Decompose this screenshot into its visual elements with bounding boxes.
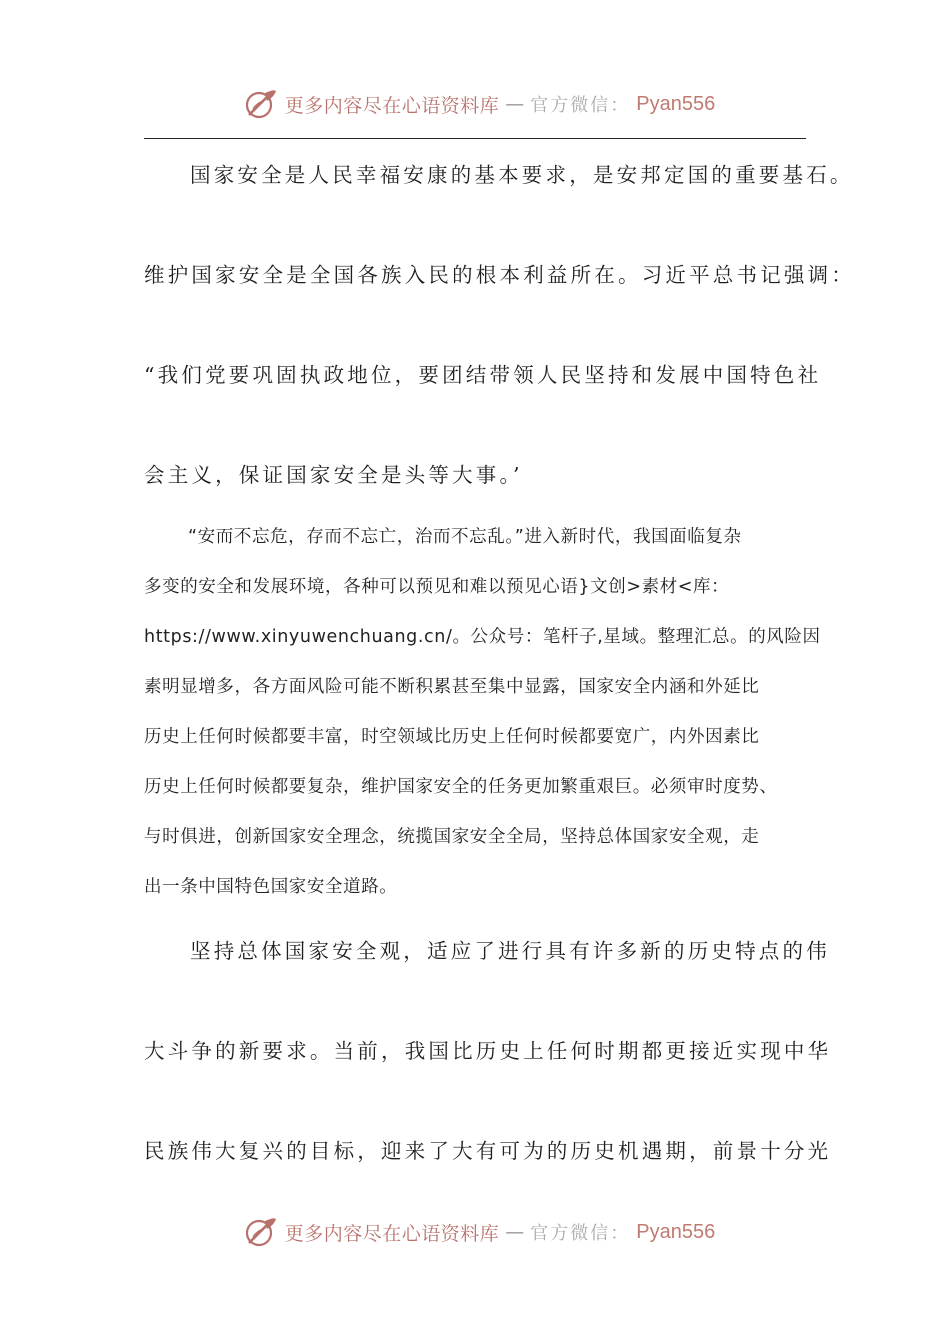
footer-library-text: 更多内容尽在心语资料库 <box>284 1222 500 1245</box>
paragraph-2-line-8: 出一条中国特色国家安全道路。 <box>144 877 398 897</box>
paragraph-1-line-4: 会主义，保证国家安全是头等大事。’ <box>144 463 523 487</box>
paragraph-2-line-3: https://www.xinyuwenchuang.cn/。公众号：笔杆子,星域。整理汇总。的风险因 <box>144 627 821 647</box>
paragraph-3-line-3: 民族伟大复兴的目标，迎来了大有可为的历史机遇期，前景十分光 <box>144 1139 832 1163</box>
footer-banner <box>0 1212 950 1252</box>
footer-banner-content <box>243 1215 715 1249</box>
paragraph-2-line-6: 历史上任何时候都要复杂，维护国家安全的任务更加繁重艰巨。必须审时度势、 <box>144 777 778 797</box>
footer-wechat-id: Pyan556 <box>636 1220 716 1243</box>
footer-dash: — <box>505 1221 525 1243</box>
paragraph-3-line-1: 坚持总体国家安全观，适应了进行具有许多新的历史特点的伟 <box>190 939 830 963</box>
header-wechat-label: 官方微信： <box>530 95 631 116</box>
header-library-text: 更多内容尽在心语资料库 <box>284 94 500 117</box>
header-banner-content <box>243 87 715 121</box>
quill-logo-icon <box>243 87 279 121</box>
header-divider <box>144 138 806 139</box>
paragraph-1-line-3: “我们党要巩固执政地位，要团结带领人民坚持和发展中国特色社 <box>144 363 822 387</box>
paragraph-2-line-2: 多变的安全和发展环境，各种可以预见和难以预见心语}文创>素材<库： <box>144 577 730 597</box>
header-wechat-id: Pyan556 <box>636 92 716 115</box>
paragraph-2-line-1: “安而不忘危，存而不忘亡，治而不忘乱。”进入新时代，我国面临复杂 <box>188 527 742 547</box>
paragraph-2-line-7: 与时俱进，创新国家安全理念，统揽国家安全全局，坚持总体国家安全观，走 <box>144 827 760 847</box>
footer-wechat-label: 官方微信： <box>530 1223 631 1244</box>
quill-logo-icon <box>243 1215 279 1249</box>
header-banner <box>0 84 950 124</box>
paragraph-2-line-4: 素明显增多，各方面风险可能不断积累甚至集中显露，国家安全内涵和外延比 <box>144 677 760 697</box>
paragraph-1-line-2: 维护国家安全是全国各族入民的根本利益所在。习近平总书记强调： <box>144 263 855 287</box>
paragraph-2-line-5: 历史上任何时候都要丰富，时空领域比历史上任何时候都要宽广，内外因素比 <box>144 727 760 747</box>
paragraph-1-line-1: 国家安全是人民幸福安康的基本要求，是安邦定国的重要基石。 <box>190 163 854 187</box>
header-dash: — <box>505 93 525 115</box>
paragraph-3-line-2: 大斗争的新要求。当前，我国比历史上任何时期都更接近实现中华 <box>144 1039 832 1063</box>
